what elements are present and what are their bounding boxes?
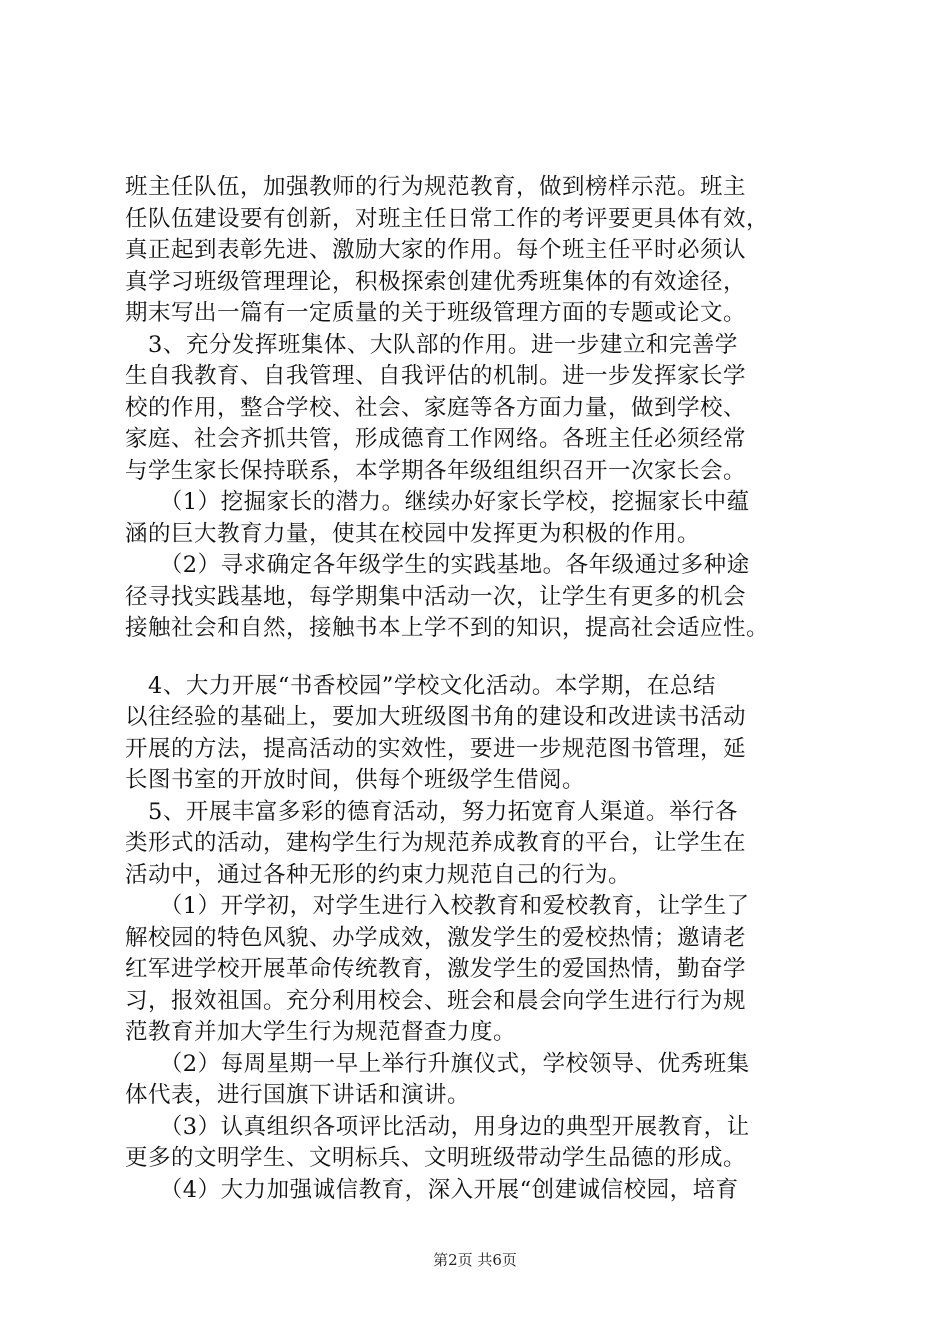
text-line: 家庭、社会齐抓共管，形成德育工作网络。各班主任必须经常	[125, 426, 747, 452]
text-line: （1）挖掘家长的潜力。继续办好家长学校，挖掘家长中蕴	[125, 489, 750, 515]
blank-line	[125, 645, 835, 671]
text-line: 期末写出一篇有一定质量的关于班级管理方面的专题或论文。	[125, 300, 747, 326]
text-line: （1）开学初，对学生进行入校教育和爱校教育，让学生了	[125, 893, 750, 919]
text-line: （3）认真组织各项评比活动，用身边的典型开展教育，让	[125, 1113, 750, 1140]
text-line: （4）大力加强诚信教育，深入开展“创建诚信校园，培育	[125, 1176, 739, 1203]
text-line: 范教育并加大学生行为规范督查力度。	[125, 1019, 517, 1045]
text-line: 5、开展丰富多彩的德育活动，努力拓宽育人渠道。举行各	[125, 798, 738, 825]
text-line: 红军进学校开展革命传统教育，激发学生的爱国热情，勤奋学	[125, 956, 747, 982]
text-line: 真正起到表彰先进、激励大家的作用。每个班主任平时必须认	[125, 237, 747, 263]
text-line: （2）每周星期一早上举行升旗仪式，学校领导、优秀班集	[125, 1050, 750, 1077]
document-body	[125, 172, 835, 1206]
text-line: 径寻找实践基地，每学期集中活动一次，让学生有更多的机会	[125, 583, 747, 610]
text-line: （2）寻求确定各年级学生的实践基地。各年级通过多种途	[125, 552, 750, 578]
text-line: 与学生家长保持联系，本学期各年级组组织召开一次家长会。	[125, 457, 747, 484]
text-line: 校的作用，整合学校、社会、家庭等各方面力量，做到学校、	[125, 394, 747, 421]
text-line: 解校园的特色风貌、办学成效，激发学生的爱校热情；邀请老	[125, 924, 747, 951]
page-number-label: 第2页 共6页	[433, 1251, 517, 1269]
text-line: 习，报效祖国。充分利用校会、班会和晨会向学生进行行为规	[125, 987, 747, 1014]
text-line: 活动中，通过各种无形的约束力规范自己的行为。	[125, 861, 632, 888]
text-line: 3、充分发挥班集体、大队部的作用。进一步建立和完善学	[125, 331, 738, 358]
text-line: 班主任队伍，加强教师的行为规范教育，做到榜样示范。班主	[125, 174, 747, 200]
text-line: 以往经验的基础上，要加大班级图书角的建设和改进读书活动	[125, 704, 747, 730]
text-line: 4、大力开展“书香校园”学校文化活动。本学期，在总结	[125, 672, 716, 699]
text-line: 更多的文明学生、文明标兵、文明班级带动学生品德的形成。	[125, 1145, 747, 1171]
text-line: 真学习班级管理理论，积极探索创建优秀班集体的有效途径，	[125, 268, 747, 295]
text-line: 开展的方法，提高活动的实效性，要进一步规范图书管理，延	[125, 735, 747, 762]
text-line: 体代表，进行国旗下讲话和演讲。	[125, 1082, 471, 1108]
text-line: 任队伍建设要有创新，对班主任日常工作的考评要更具体有效，	[125, 205, 770, 232]
text-line: 长图书室的开放时间，供每个班级学生借阅。	[125, 767, 586, 793]
text-line: 生自我教育、自我管理、自我评估的机制。进一步发挥家长学	[125, 363, 747, 389]
page-footer	[0, 1250, 950, 1270]
text-line: 涵的巨大教育力量，使其在校园中发挥更为积极的作用。	[125, 520, 701, 547]
text-line: 接触社会和自然，接触书本上学不到的知识，提高社会适应性。	[125, 615, 770, 641]
text-line: 类形式的活动，建构学生行为规范养成教育的平台，让学生在	[125, 830, 747, 856]
